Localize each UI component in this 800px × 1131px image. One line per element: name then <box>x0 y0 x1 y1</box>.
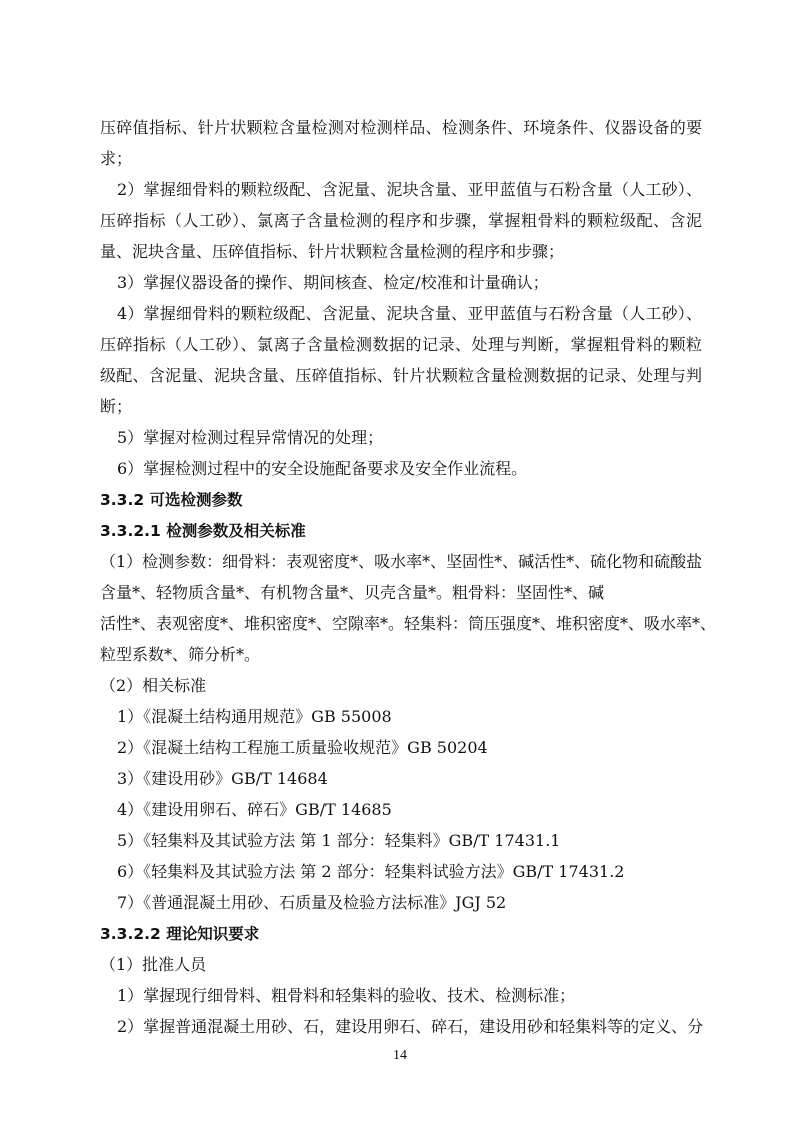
subsection-heading: 3.3.2.1 检测参数及相关标准 <box>100 522 306 540</box>
body-text-line: 压碎指标（人工砂）、氯离子含量检测数据的记录、处理与判断，掌握粗骨料的颗粒 <box>100 335 702 354</box>
subsection-heading: 3.3.2.2 理论知识要求 <box>100 925 260 943</box>
body-text-line: 粒型系数*、筛分析*。 <box>100 645 261 664</box>
list-item-1: 1）掌握现行细骨料、粗骨料和轻集料的验收、技术、检测标准； <box>117 986 576 1005</box>
list-heading: （1）批准人员 <box>100 955 207 974</box>
standard-item: 1）《混凝土结构通用规范》GB 55008 <box>117 707 392 726</box>
standard-item: 4）《建设用卵石、碎石》GB/T 14685 <box>117 800 392 819</box>
standard-item: 7）《普通混凝土用砂、石质量及检验方法标准》JGJ 52 <box>117 893 507 912</box>
body-text-line: 量、泥块含量、压碎值指标、针片状颗粒含量检测的程序和步骤； <box>100 242 565 261</box>
body-text-line: 压碎值指标、针片状颗粒含量检测对检测样品、检测条件、环境条件、仪器设备的要 <box>100 118 702 137</box>
standard-item: 3）《建设用砂》GB/T 14684 <box>117 769 328 788</box>
body-text-line: 断； <box>100 397 133 416</box>
body-text-line: 含量*、轻物质含量*、有机物含量*、贝壳含量*。粗骨料：坚固性*、碱 <box>100 583 605 602</box>
standard-item: 6）《轻集料及其试验方法 第 2 部分：轻集料试验方法》GB/T 17431.2 <box>117 862 625 881</box>
body-text-line: 求； <box>100 149 133 168</box>
section-heading: 3.3.2 可选检测参数 <box>100 491 243 509</box>
list-item-4: 4）掌握细骨料的颗粒级配、含泥量、泥块含量、亚甲蓝值与石粉含量（人工砂）、 <box>117 304 702 323</box>
body-text-line: （1）检测参数：细骨料：表观密度*、吸水率*、坚固性*、碱活性*、硫化物和硫酸盐 <box>100 552 703 571</box>
list-heading: （2）相关标准 <box>100 676 207 695</box>
standard-item: 2）《混凝土结构工程施工质量验收规范》GB 50204 <box>117 738 488 757</box>
body-text-line: 活性*、表观密度*、堆积密度*、空隙率*。轻集料：筒压强度*、堆积密度*、吸水率*、 <box>100 614 717 633</box>
list-item-5: 5）掌握对检测过程异常情况的处理； <box>117 428 384 447</box>
body-text-line: 级配、含泥量、泥块含量、压碎值指标、针片状颗粒含量检测数据的记录、处理与判 <box>100 366 702 385</box>
list-item-2: 2）掌握普通混凝土用砂、石，建设用卵石、碎石，建设用砂和轻集料等的定义、分 <box>117 1017 704 1036</box>
list-item-2: 2）掌握细骨料的颗粒级配、含泥量、泥块含量、亚甲蓝值与石粉含量（人工砂）、 <box>117 180 702 199</box>
page-number: 14 <box>393 1048 407 1063</box>
list-item-6: 6）掌握检测过程中的安全设施配备要求及安全作业流程。 <box>117 459 528 478</box>
body-text-line: 压碎指标（人工砂）、氯离子含量检测的程序和步骤，掌握粗骨料的颗粒级配、含泥 <box>100 211 702 230</box>
standard-item: 5）《轻集料及其试验方法 第 1 部分：轻集料》GB/T 17431.1 <box>117 831 561 850</box>
list-item-3: 3）掌握仪器设备的操作、期间核查、检定/校准和计量确认； <box>117 273 549 292</box>
